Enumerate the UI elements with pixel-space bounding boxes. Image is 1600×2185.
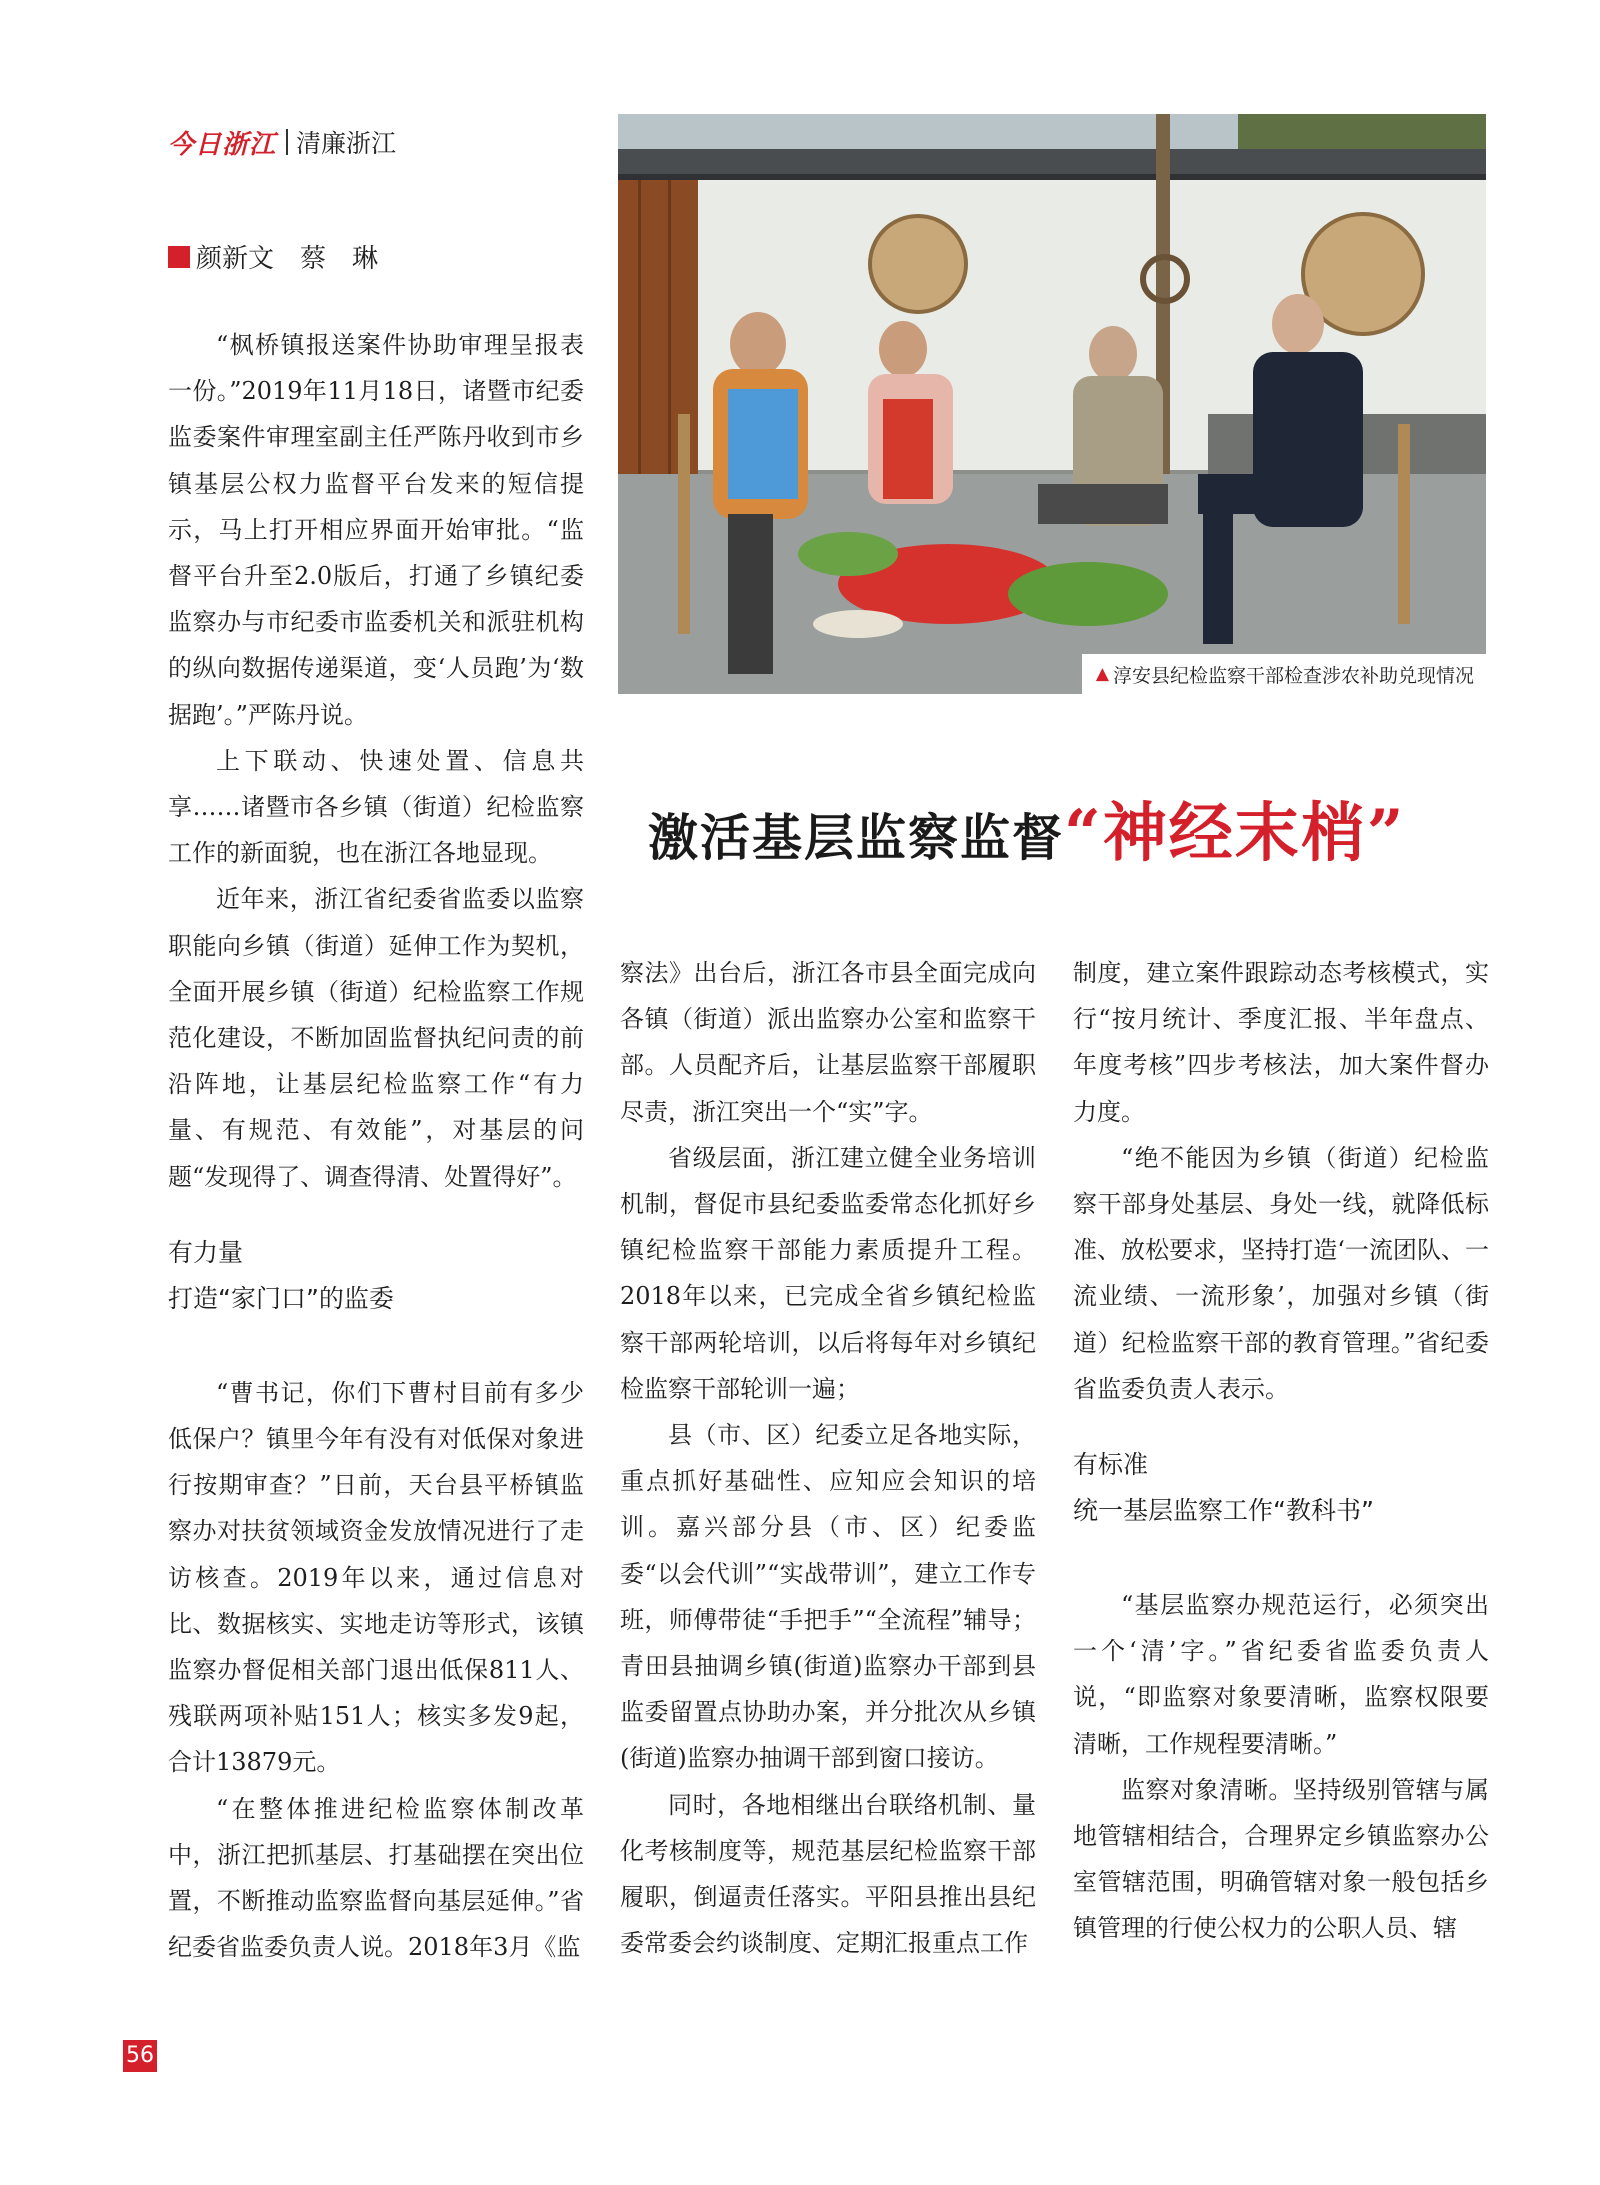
text-column-right <box>1073 950 1489 1952</box>
headline-highlight: “神经末梢” <box>1064 796 1406 871</box>
masthead <box>168 122 396 162</box>
paragraph: 同时，各地相继出台联络机制、量化考核制度等，规范基层纪检监察干部履职，倒逼责任落实。平阳县推出县纪委常委会约谈制度、定期汇报重点工作 <box>620 1790 1036 1958</box>
paragraph: 察法》出台后，浙江各市县全面完成向各镇（街道）派出监察办公室和监察干部。人员配齐后，让基层监察干部履职尽责，浙江突出一个“实”字。 <box>620 959 1036 1126</box>
subheading-title: 有标准 <box>1073 1450 1149 1480</box>
paragraph: “在整体推进纪检监察体制改革中，浙江把抓基层、打基础摆在突出位置，不断推动监察监督向基层延伸。”省纪委省监委负责人说。2018年3月《监 <box>168 1794 584 1962</box>
caption-text: 淳安县纪检监察干部检查涉农补助兑现情况 <box>1112 664 1474 687</box>
subheading-subtitle: 打造“家门口”的监委 <box>168 1283 394 1313</box>
paragraph: 监察对象清晰。坚持级别管辖与属地管辖相结合，合理界定乡镇监察办公室管辖范围，明确管辖对象一般包括乡镇管理的行使公权力的公职人员、辖 <box>1073 1775 1489 1943</box>
text-column-left <box>168 322 584 1971</box>
spacer <box>1073 1534 1489 1582</box>
paragraph: 近年来，浙江省纪委省监委以监察职能向乡镇（街道）延伸工作为契机，全面开展乡镇（街道）纪检监察工作规范化建设，不断加固监督执纪问责的前沿阵地，让基层纪检监察工作“有力量、有规范、有效能”，对基层的问题“发现得了、调查得清、处置得好”。 <box>168 885 584 1191</box>
paragraph: 上下联动、快速处置、信息共享……诸暨市各乡镇（街道）纪检监察工作的新面貌，也在浙江各地显现。 <box>168 746 584 868</box>
photo-illustration <box>618 114 1486 694</box>
byline-marker <box>168 246 190 268</box>
magazine-logo: 今日浙江 <box>168 129 277 160</box>
byline-authors: 颜新文 蔡 琳 <box>196 244 379 274</box>
article-photo <box>618 114 1486 694</box>
page-number: 56 <box>123 2040 157 2072</box>
byline <box>168 238 378 275</box>
photo-caption <box>1082 654 1486 694</box>
article-headline <box>648 782 1406 874</box>
spacer <box>168 1200 584 1230</box>
paragraph: “基层监察办规范运行，必须突出一个‘清’字。”省纪委省监委负责人说，“即监察对象要清晰，监察权限要清晰，工作规程要清晰。” <box>1073 1591 1489 1758</box>
text-column-middle <box>620 950 1036 1966</box>
paragraph: “曹书记，你们下曹村目前有多少低保户？镇里今年有没有对低保对象进行按期审查？”日前，天台县平桥镇监察办对扶贫领域资金发放情况进行了走访核查。2019年以来，通过信息对比、数据核实、实地走访等形式，该镇监察办督促相关部门退出低保811人、残联两项补贴151人；核实多发9起，合计13879元。 <box>168 1378 584 1777</box>
spacer <box>168 1322 584 1370</box>
subheading-title: 有力量 <box>168 1237 244 1267</box>
headline-main: 激活基层监察监督 <box>648 808 1064 867</box>
paragraph: “绝不能因为乡镇（街道）纪检监察干部身处基层、身处一线，就降低标准、放松要求，坚持打造‘一流团队、一流业绩、一流形象’，加强对乡镇（街道）纪检监察干部的教育管理。”省纪委省监委负责人表示。 <box>1073 1143 1489 1403</box>
paragraph: 县（市、区）纪委立足各地实际，重点抓好基础性、应知应会知识的培训。嘉兴部分县（市、区）纪委监委“以会代训”“实战带训”，建立工作专班，师傅带徒“手把手”“全流程”辅导；青田县抽调乡镇(街道)监察办干部到县监委留置点协助办案，并分批次从乡镇(街道)监察办抽调干部到窗口接访。 <box>620 1421 1036 1773</box>
subheading-subtitle: 统一基层监察工作“教科书” <box>1073 1496 1374 1526</box>
paragraph: 省级层面，浙江建立健全业务培训机制，督促市县纪委监委常态化抓好乡镇纪检监察干部能力素质提升工程。2018年以来，已完成全省乡镇纪检监察干部两轮培训，以后将每年对乡镇纪检监察干部轮训一遍； <box>620 1143 1036 1403</box>
spacer <box>1073 1412 1489 1442</box>
masthead-divider <box>286 129 288 155</box>
paragraph: “枫桥镇报送案件协助审理呈报表一份。”2019年11月18日，诸暨市纪委监委案件审理室副主任严陈丹收到市乡镇基层公权力监督平台发来的短信提示，马上打开相应界面开始审批。“监督平台升至2.0版后，打通了乡镇纪委监察办与市纪委市监委机关和派驻机构的纵向数据传递渠道，变‘人员跑’为‘数据跑’。”严陈丹说。 <box>168 331 584 729</box>
caption-triangle-icon: ▲ <box>1095 664 1109 684</box>
paragraph: 制度，建立案件跟踪动态考核模式，实行“按月统计、季度汇报、半年盘点、年度考核”四步考核法，加大案件督办力度。 <box>1073 959 1489 1126</box>
section-name: 清廉浙江 <box>296 129 397 158</box>
